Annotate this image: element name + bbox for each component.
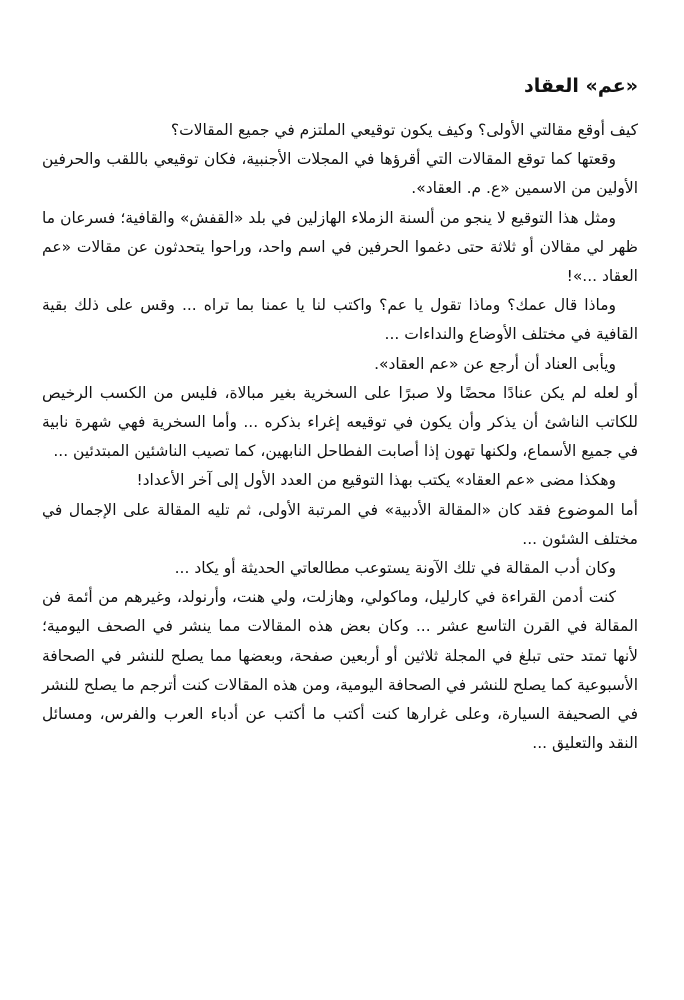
paragraph-3: ومثل هذا التوقيع لا ينجو من ألسنة الزملاء الهازلين في بلد «القفش» والقافية؛ فسرعان ما ظهر لي مقالان أو ثلاثة حتى دغموا الحرفين في اسم واحد، وراحوا يتحدثون عن مقالات «عم العقاد ...»!: [42, 208, 638, 286]
paragraph-7: وهكذا مضى «عم العقاد» يكتب بهذا التوقيع من العدد الأول إلى آخر الأعداد!: [136, 471, 616, 490]
paragraph-2: وقعتها كما توقع المقالات التي أقرؤها في المجلات الأجنبية، فكان توقيعي باللقب والحرفين الأولين من الاسمين «ع. م. العقاد».: [42, 150, 638, 198]
paragraph-1: كيف أوقع مقالتي الأولى؟ وكيف يكون توقيعي الملتزم في جميع المقالات؟: [170, 121, 638, 139]
article-title: «عم» العقاد: [524, 75, 638, 97]
paragraph-8: أما الموضوع فقد كان «المقالة الأدبية» في المرتبة الأولى، ثم تليه المقالة على الإجمال في مختلف الشئون ...: [42, 500, 638, 548]
paragraph-6: أو لعله لم يكن عنادًا محضًا ولا صبرًا على السخرية بغير مبالاة، فليس من الكسب الرخيص للكاتب الناشئ أن يذكر وأن يكون في توقيعه إغراء بذكره ... وأما السخرية فهي شهرة نابية في جميع الأسماع، ولكنها تهون إذا أصابت الفطاحل النابهين، كما تصيب الناشئين المبتدئين ...: [42, 383, 638, 461]
paragraph-4: وماذا قال عمك؟ وماذا تقول يا عم؟ واكتب لنا يا عمنا بما تراه ... وقس على ذلك بقية القافية في مختلف الأوضاع والنداءات ...: [42, 296, 638, 344]
paragraph-10: كنت أدمن القراءة في كارليل، وماكولي، وهازلت، ولي هنت، وأرنولد، وغيرهم من أئمة فن المقالة في القرن التاسع عشر ... وكان بعض هذه المقالات مما ينشر في الصحف اليومية؛ لأنها تمتد حتى تبلغ في المجلة ثلاثين أو أربعين صفحة، وبعضها مما يصلح للنشر في الصحافة الأسبوعية كما يصلح للنشر في الصحافة اليومية، ومن هذه المقالات كنت أترجم ما يصلح للنشر في الصحيفة السيارة، وعلى غرارها كنت أكتب ما أكتب عن أدباء العرب والفرس، ومسائل النقد والتعليق ...: [42, 588, 638, 753]
paragraph-5: ويأبى العناد أن أرجع عن «عم العقاد».: [374, 354, 616, 373]
paragraph-9: وكان أدب المقالة في تلك الآونة يستوعب مطالعاتي الحديثة أو يكاد ...: [174, 559, 616, 578]
